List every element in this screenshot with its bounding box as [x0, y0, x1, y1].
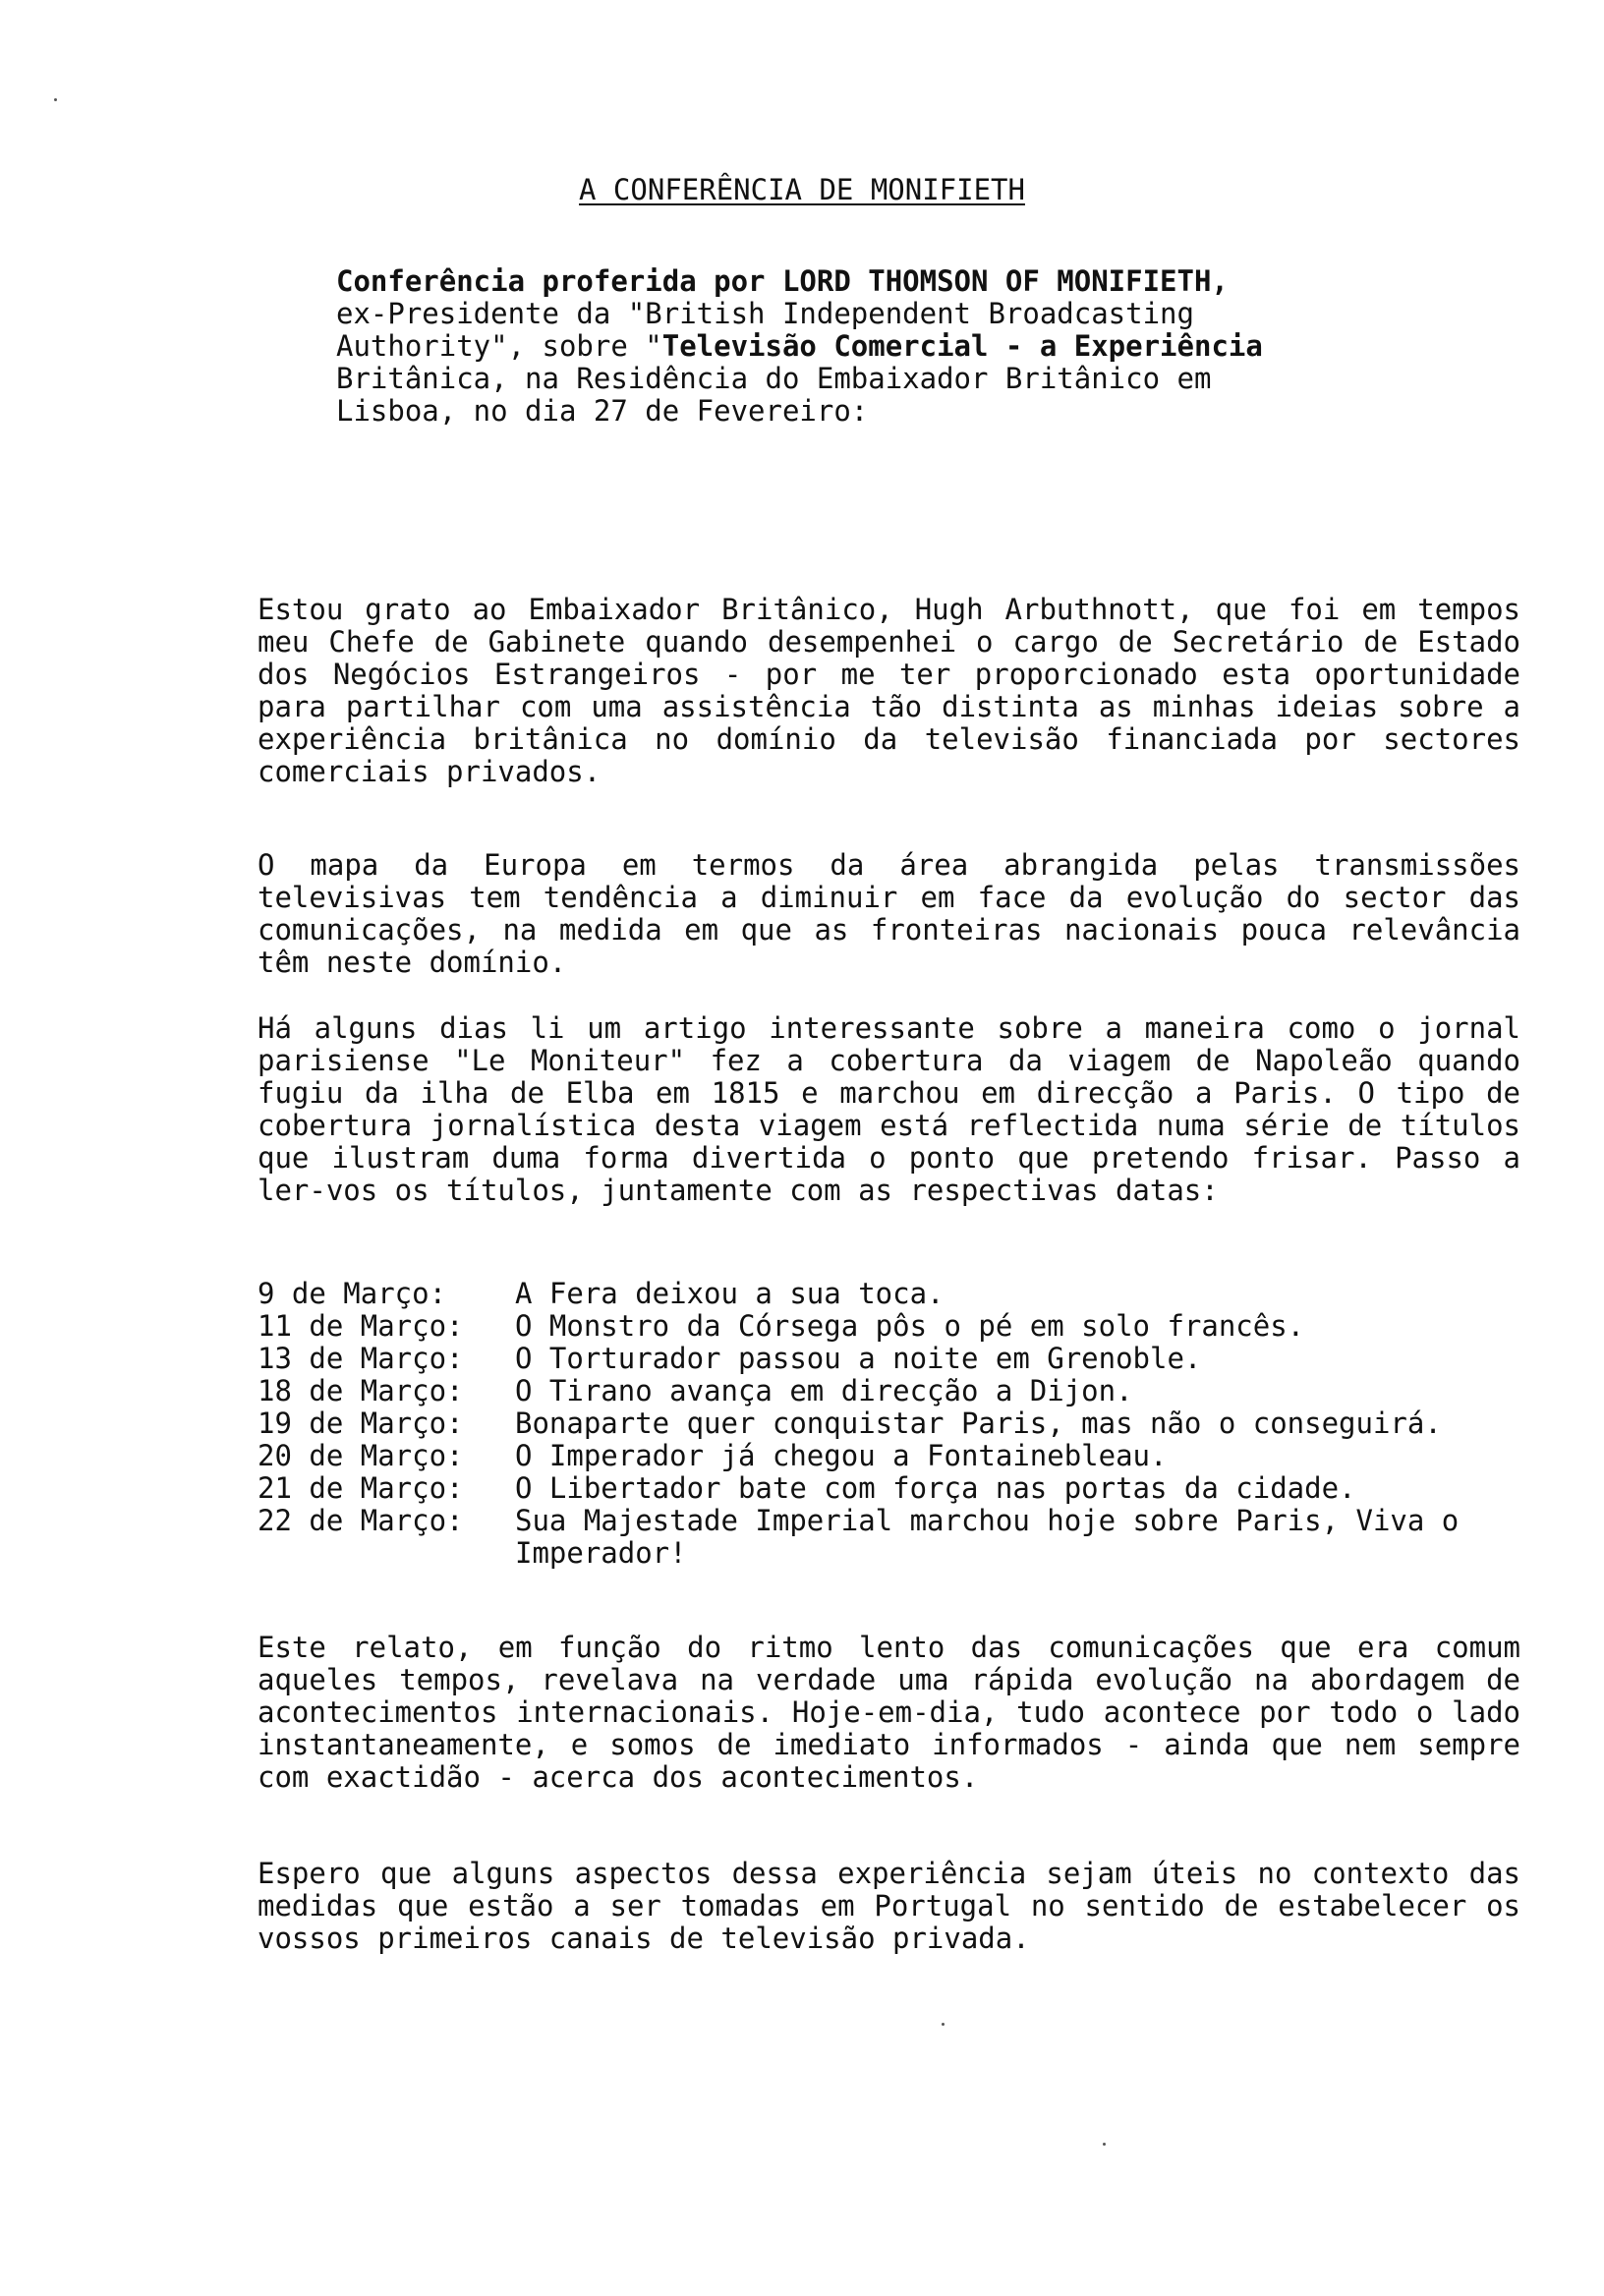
headline-text: Bonaparte quer conquistar Paris, mas não o conseguirá. [515, 1406, 1442, 1440]
intro-block [336, 265, 1437, 428]
date-label: 22 de Março: [258, 1504, 464, 1537]
list-item [258, 1310, 1535, 1343]
headline-text: O Libertador bate com força nas portas da cidade. [515, 1471, 1356, 1505]
date-label: 13 de Março: [258, 1342, 464, 1375]
list-item [258, 1375, 1535, 1407]
list-item [258, 1472, 1535, 1505]
scan-speck [1103, 2143, 1106, 2146]
headline-text: O Imperador já chegou a Fontainebleau. [515, 1439, 1168, 1472]
intro-line-3 [336, 330, 1437, 363]
headline-text: O Monstro da Córsega pôs o pé em solo francês. [515, 1309, 1305, 1343]
headline-text: O Torturador passou a noite em Grenoble. [515, 1342, 1202, 1375]
list-item [258, 1505, 1535, 1570]
date-label: 18 de Março: [258, 1374, 464, 1407]
list-item [258, 1440, 1535, 1472]
headline-text: A Fera deixou a sua toca. [515, 1277, 945, 1310]
paragraph: Este relato, em função do ritmo lento das comunicações que era comum aqueles tempos, revelava na verdade uma rápida evolução na abordagem de acontecimentos internacionais. Hoje-em-dia, tudo acontece por todo o lado instantaneamente, e somos de imediato informados - ainda que nem sempre com exactidão - acerca dos acontecimentos. [258, 1631, 1520, 1794]
intro-line-3-b: Televisão Comercial - a Experiência [661, 329, 1263, 363]
paragraph: O mapa da Europa em termos da área abrangida pelas transmissões televisivas tem tendência a diminuir em face da evolução do sector das comunicações, na medida em que as fronteiras nacionais pouca relevância têm neste domínio. [258, 848, 1520, 979]
intro-line-5: Lisboa, no dia 27 de Fevereiro: [336, 394, 869, 428]
intro-line-3-a: Authority", sobre " [336, 329, 662, 363]
date-label: 20 de Março: [258, 1439, 464, 1472]
intro-line-1 [336, 265, 1437, 298]
date-label: 11 de Março: [258, 1309, 464, 1343]
intro-line-4: Britânica, na Residência do Embaixador Britânico em [336, 362, 1212, 395]
headline-text: Sua Majestade Imperial marchou hoje sobre Paris, Viva o Imperador! [515, 1504, 1460, 1570]
list-item [258, 1278, 1535, 1310]
paragraph-2-block [258, 849, 1520, 979]
scan-speck [54, 98, 57, 101]
paragraph: Espero que alguns aspectos dessa experiência sejam úteis no contexto das medidas que estão a ser tomadas em Portugal no sentido de estabelecer os vossos primeiros canais de televisão privada. [258, 1857, 1520, 1955]
date-label: 9 de Março: [258, 1277, 447, 1310]
paragraph-1-block [258, 594, 1520, 788]
list-item [258, 1343, 1535, 1375]
paragraph: Há alguns dias li um artigo interessante sobre a maneira como o jornal parisiense "Le Moniteur" fez a cobertura da viagem de Napoleão quando fugiu da ilha de Elba em 1815 e marchou em direcção a Paris. O tipo de cobertura jornalística desta viagem está reflectida numa série de títulos que ilustram duma forma divertida o ponto que pretendo frisar. Passo a ler-vos os títulos, juntamente com as respectivas datas: [258, 1011, 1520, 1207]
document-title: A CONFERÊNCIA DE MONIFIETH [579, 173, 1025, 206]
paragraph-3-block [258, 1012, 1520, 1207]
intro-line-2: ex-Presidente da "British Independent Broadcasting [336, 297, 1194, 330]
list-item [258, 1407, 1535, 1440]
headline-text: O Tirano avança em direcção a Dijon. [515, 1374, 1133, 1407]
scan-speck [942, 2023, 945, 2026]
date-label: 21 de Março: [258, 1471, 464, 1505]
dates-list [258, 1278, 1535, 1570]
paragraph: Estou grato ao Embaixador Britânico, Hugh Arbuthnott, que foi em tempos meu Chefe de Gabinete quando desempenhei o cargo de Secretário de Estado dos Negócios Estrangeiros - por me ter proporcionado esta oportunidade para partilhar com uma assistência tão distinta as minhas ideias sobre a experiência britânica no domínio da televisão financiada por sectores comerciais privados. [258, 593, 1520, 788]
date-label: 19 de Março: [258, 1406, 464, 1440]
paragraph-5-block [258, 1858, 1520, 1955]
paragraph-4-block [258, 1632, 1520, 1794]
intro-line-1-text: Conferência proferida por LORD THOMSON OF MONIFIETH, [336, 264, 1229, 298]
